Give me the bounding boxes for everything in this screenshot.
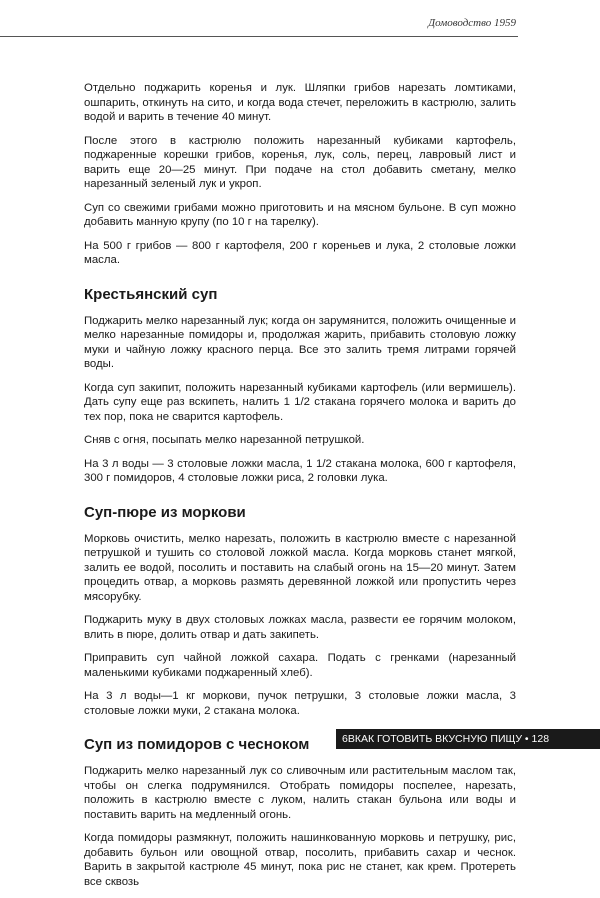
section-paragraph: Морковь очистить, мелко нарезать, положить в кастрюлю вместе с нарезанной петрушкой и тушить со столовой ложкой масла. Когда морковь станет мягкой, залить ее водой, посолить и поставить на слабый огонь на 15—20 минут. Затем процедить отвар, а морковь размять деревянной ложкой или пропустить через мясорубку. (84, 532, 516, 603)
section-heading-krestyansky: Крестьянский суп (84, 285, 218, 303)
section-heading-tomato-garlic: Суп из помидоров с чесноком (84, 736, 310, 753)
section-paragraph: Когда помидоры размякнут, положить нашинкованную морковь и петрушку, рис, добавить бульон или овощной отвар, посолить, прибавить сахар и чеснок. Варить в закрытой кастрюле 45 минут, пока рис не станет, как крем. Протереть все сквозь (84, 832, 516, 888)
section-paragraph: Приправить суп чайной ложкой сахара. Подать с гренками (нарезанный маленькими кубиками поджаренный хлеб). (84, 652, 516, 679)
header-rule (0, 36, 518, 37)
intro-paragraph-3: Суп со свежими грибами можно приготовить и на мясном бульоне. В суп можно добавить манную крупу (по 10 г на тарелку). (84, 201, 516, 228)
section-paragraph: На 3 л воды—1 кг моркови, пучок петрушки, 3 столовые ложки масла, 3 столовые ложки муки, 2 стакана молока. (84, 690, 516, 717)
running-header-title: Домоводство 1959 (428, 17, 516, 29)
section-paragraph: Поджарить мелко нарезанный лук со сливочным или растительным маслом так, чтобы он слегка подрумянился. Отобрать помидоры поспелее, нарезать, положить в кастрюлю вместе с луком, налить стакан бульона или воды и поставить варить на медленный огонь. (84, 765, 516, 821)
section-paragraph: На 3 л воды — 3 столовые ложки масла, 1 1/2 стакана молока, 600 г картофеля, 300 г помидоров, 4 столовые ложки риса, 2 головки лука. (84, 457, 516, 484)
intro-paragraph-4: На 500 г грибов — 800 г картофеля, 200 г кореньев и лука, 2 столовые ложки масла. (84, 239, 516, 266)
intro-paragraph-2: После этого в кастрюлю положить нарезанный кубиками картофель, поджаренные корешки грибов, коренья, лук, соль, перец, лавровый лист и варить еще 20—25 минут. При подаче на стол добавить сметану, мелко нарезанный зеленый лук и укроп. (84, 134, 516, 190)
section-paragraph: Сняв с огня, посыпать мелко нарезанной петрушкой. (84, 434, 365, 446)
section-paragraph: Когда суп закипит, положить нарезанный кубиками картофель (или вермишель). Дать супу еще раз вскипеть, налить 1 1/2 стакана горячего молока и варить до тех пор, пока не сварится картофель. (84, 381, 516, 423)
footer-text: 6ВКАК ГОТОВИТЬ ВКУСНУЮ ПИЩУ • 128 (342, 733, 550, 745)
intro-paragraph-1: Отдельно поджарить коренья и лук. Шляпки грибов нарезать ломтиками, ошпарить, откинуть на сито, и когда вода стечет, переложить в кастрюлю, залить водой и варить в течение 40 минут. (84, 82, 516, 123)
section-heading-carrot-puree: Суп-пюре из моркови (84, 503, 246, 521)
page-footer-bar (336, 729, 600, 749)
page-header (0, 0, 600, 40)
section-paragraph: Поджарить муку в двух столовых ложках масла, развести ее горячим молоком, влить в пюре, долить отвар и дать закипеть. (84, 614, 516, 641)
section-paragraph: Поджарить мелко нарезанный лук; когда он зарумянится, положить очищенные и мелко нарезанные помидоры и, продолжая жарить, прибавить столовую ложку муки и чайную ложку красного перца. Все это залить тремя литрами горячей воды. (84, 314, 516, 370)
page-content (84, 81, 516, 898)
